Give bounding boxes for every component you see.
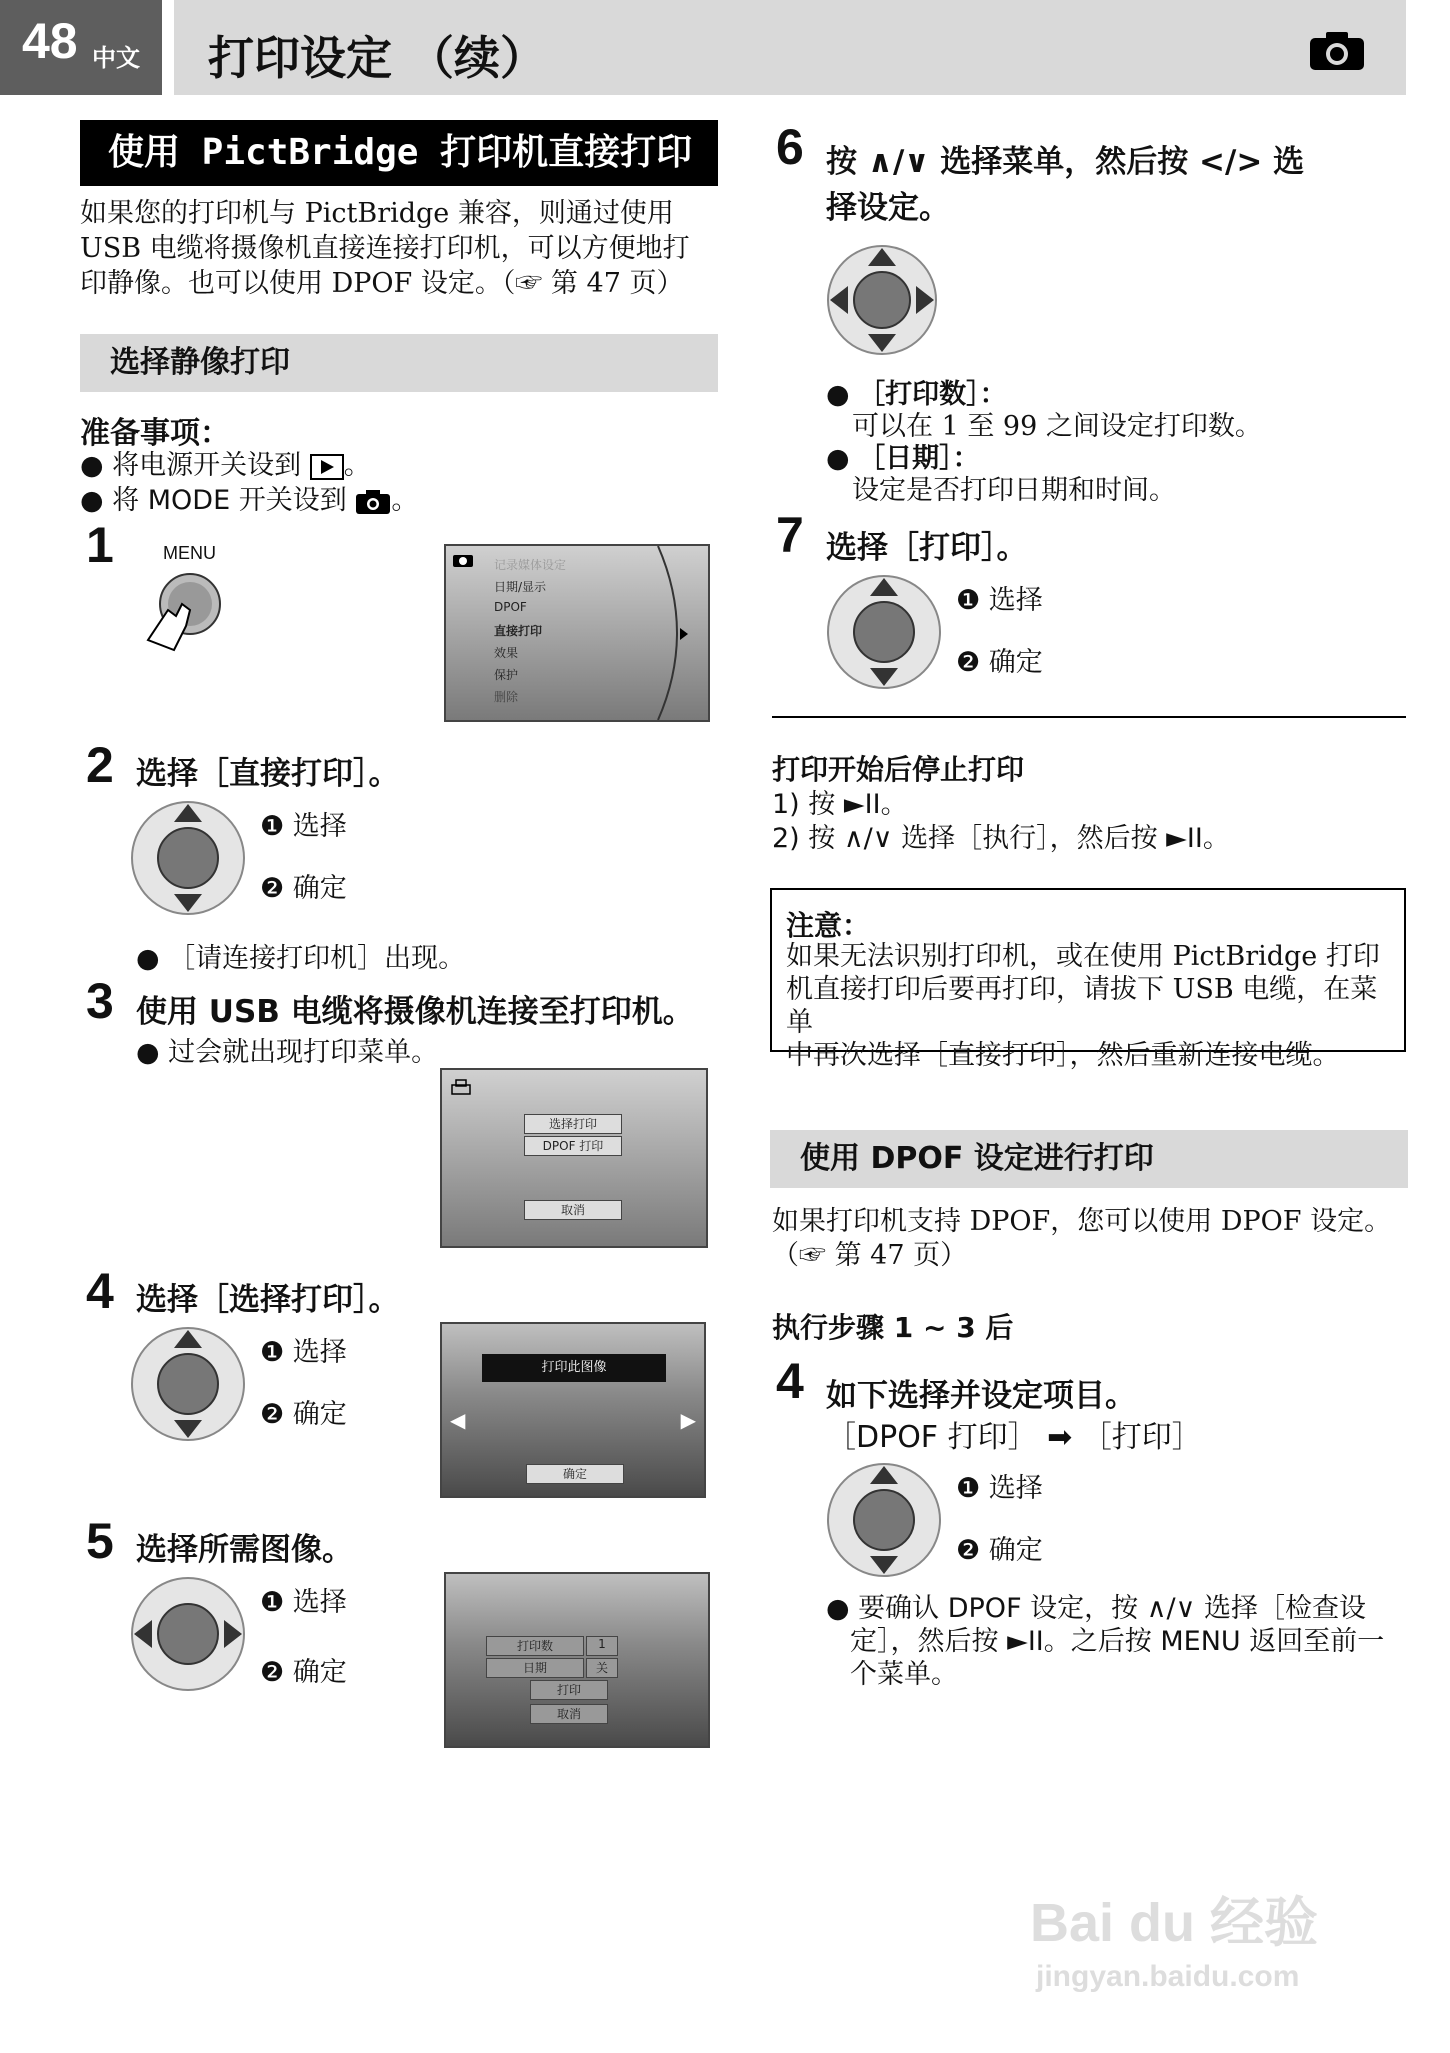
- note-line: 机直接打印后要再打印，请拔下 USB 电缆，在菜单: [786, 974, 1378, 1038]
- prep-item-text: 将 MODE 开关设到: [112, 485, 347, 516]
- dpad-icon: [826, 1462, 942, 1578]
- step-number: 4: [86, 1263, 114, 1319]
- dpad-icon: [130, 1326, 246, 1442]
- date-value: 关: [586, 1658, 618, 1678]
- bullet-date: ● ［日期］：: [826, 443, 980, 474]
- stop-step-2: 2) 按 ∧/∨ 选择［执行］，然后按 ►II。: [772, 823, 1230, 854]
- page-title: 打印设定 （续）: [208, 31, 547, 85]
- bullet-text: 设定是否打印日期和时间。: [852, 475, 1176, 506]
- stop-step-1: 1) 按 ►II。: [772, 789, 908, 820]
- select-label: ❶ 选择: [260, 1587, 347, 1618]
- select-print-option: 选择打印: [524, 1114, 622, 1134]
- section-title: 使用 PictBridge 打印机直接打印: [80, 120, 718, 186]
- bullet-print-count: ● ［打印数］：: [826, 379, 1007, 410]
- camera-icon: [452, 552, 474, 568]
- print-settings-screen: [444, 1572, 710, 1748]
- dpof-intro-ref: （☞ 第 47 页）: [772, 1240, 968, 1271]
- menu-button-press-icon: [138, 570, 230, 656]
- dpad-icon: [130, 800, 246, 916]
- right-arrow-icon: ▶: [680, 1408, 696, 1432]
- menu-item: 删除: [494, 690, 519, 704]
- menu-item: 效果: [494, 646, 519, 660]
- step-text: 如下选择并设定项目。: [826, 1378, 1136, 1414]
- play-icon: [310, 454, 344, 480]
- camera-icon: [1308, 30, 1366, 72]
- step-number: 6: [776, 119, 804, 175]
- intro-text: [80, 196, 720, 301]
- note-text: ［请连接打印机］出现。: [168, 943, 466, 974]
- dpof-print-option: DPOF 打印: [524, 1136, 622, 1156]
- step-text: 择设定。: [826, 190, 950, 226]
- exec-steps: 执行步骤 1 ~ 3 后: [772, 1311, 1014, 1344]
- note-line: 个菜单。: [850, 1659, 958, 1690]
- note-text: [786, 940, 1404, 1072]
- step-note: ● ［请连接打印机］出现。: [136, 943, 466, 974]
- left-arrow-icon: ◀: [450, 1408, 466, 1432]
- note-box: [770, 888, 1406, 1071]
- watermark-brand: Bai du 经验: [1030, 1893, 1319, 1953]
- dpad-icon: [826, 574, 942, 690]
- step-number: 7: [776, 507, 804, 563]
- ok-button: 确定: [526, 1464, 624, 1484]
- confirm-label: ❷ 确定: [956, 1535, 1043, 1566]
- menu-item: 记录媒体设定: [494, 558, 567, 572]
- page-number: 48: [22, 13, 78, 69]
- note-text: 过会就出现打印菜单。: [168, 1037, 439, 1068]
- confirm-label: ❷ 确定: [260, 873, 347, 904]
- page-number-tab: [0, 0, 162, 95]
- print-count-label: 打印数: [486, 1636, 584, 1656]
- confirm-label: ❷ 确定: [260, 1399, 347, 1430]
- dpof-note: [826, 1592, 1384, 1691]
- step-number: 3: [86, 973, 114, 1029]
- confirm-label: ❷ 确定: [260, 1657, 347, 1688]
- four-way-pad-icon: [826, 244, 938, 356]
- note-line: 如果无法识别打印机，或在使用 PictBridge 打印: [786, 941, 1380, 972]
- intro-line: USB 电缆将摄像机直接连接打印机，可以方便地打: [80, 233, 690, 264]
- print-menu-screen: [440, 1068, 708, 1248]
- step-text: 按 ∧/∨ 选择菜单，然后按 </> 选: [826, 144, 1305, 180]
- stop-title: 打印开始后停止打印: [772, 753, 1025, 786]
- intro-line: 如果您的打印机与 PictBridge 兼容，则通过使用: [80, 198, 674, 229]
- language-label: 中文: [92, 44, 140, 72]
- subsection-title: 选择静像打印: [80, 334, 718, 392]
- screen-title: 打印此图像: [482, 1354, 666, 1382]
- menu-path: ［DPOF 打印］ ➡ ［打印］: [826, 1420, 1202, 1455]
- prep-item-1: ● 将电源开关设到 。: [80, 450, 371, 481]
- menu-curve: [656, 546, 710, 720]
- menu-item: 日期/显示: [494, 580, 547, 594]
- prep-item-text: 将电源开关设到: [112, 450, 302, 481]
- note-text: 要确认 DPOF 设定，按 ∧/∨ 选择［检查设: [858, 1593, 1366, 1624]
- select-label: ❶ 选择: [260, 811, 347, 842]
- print-button: 打印: [530, 1680, 608, 1700]
- cancel-button: 取消: [530, 1704, 608, 1724]
- step-text: 使用 USB 电缆将摄像机连接至打印机。: [136, 994, 694, 1030]
- select-label: ❶ 选择: [260, 1337, 347, 1368]
- page-header: [174, 0, 1406, 95]
- note-title: 注意：: [786, 909, 871, 942]
- menu-item: 直接打印: [494, 624, 543, 638]
- step-note: ● 过会就出现打印菜单。: [136, 1037, 439, 1068]
- menu-button-label: MENU: [163, 543, 216, 563]
- confirm-label: ❷ 确定: [956, 647, 1043, 678]
- step-text: 选择［直接打印］。: [136, 756, 400, 792]
- note-line: ● 要确认 DPOF 设定，按 ∧/∨ 选择［检查设: [826, 1593, 1366, 1624]
- menu-item: DPOF: [494, 600, 527, 614]
- bullet-title: ［打印数］：: [858, 379, 1007, 410]
- menu-screen: [444, 544, 710, 722]
- step-number: 5: [86, 1513, 114, 1569]
- dpof-section-title: 使用 DPOF 设定进行打印: [770, 1130, 1408, 1188]
- cancel-option: 取消: [524, 1200, 622, 1220]
- bullet-text: 可以在 1 至 99 之间设定打印数。: [852, 411, 1262, 442]
- step-text: 选择［选择打印］。: [136, 1282, 400, 1318]
- step-number: 1: [86, 517, 114, 573]
- bullet-title: ［日期］：: [858, 443, 980, 474]
- select-label: ❶ 选择: [956, 585, 1043, 616]
- menu-item: 保护: [494, 668, 519, 682]
- step-text: 选择［打印］。: [826, 530, 1028, 566]
- print-image-screen: [440, 1322, 706, 1498]
- prep-title: 准备事项：: [80, 416, 230, 451]
- divider: [772, 716, 1406, 718]
- note-line: 定］，然后按 ►II。之后按 MENU 返回至前一: [850, 1626, 1385, 1657]
- print-count-value: 1: [586, 1636, 618, 1656]
- step-number: 2: [86, 737, 114, 793]
- step-number: 4: [776, 1353, 804, 1409]
- note-line: 中再次选择［直接打印］，然后重新连接电缆。: [786, 1040, 1340, 1071]
- dpof-intro: 如果打印机支持 DPOF，您可以使用 DPOF 设定。: [772, 1206, 1392, 1237]
- watermark-url: jingyan.baidu.com: [1036, 1960, 1300, 1993]
- printer-icon: [450, 1078, 472, 1096]
- step-text: 选择所需图像。: [136, 1532, 353, 1568]
- dpad-icon: [130, 1576, 246, 1692]
- intro-line: 印静像。也可以使用 DPOF 设定。（☞ 第 47 页）: [80, 268, 684, 299]
- prep-item-2: ● 将 MODE 开关设到 。: [80, 485, 419, 516]
- camera-icon: [355, 489, 391, 515]
- date-label: 日期: [486, 1658, 584, 1678]
- select-label: ❶ 选择: [956, 1473, 1043, 1504]
